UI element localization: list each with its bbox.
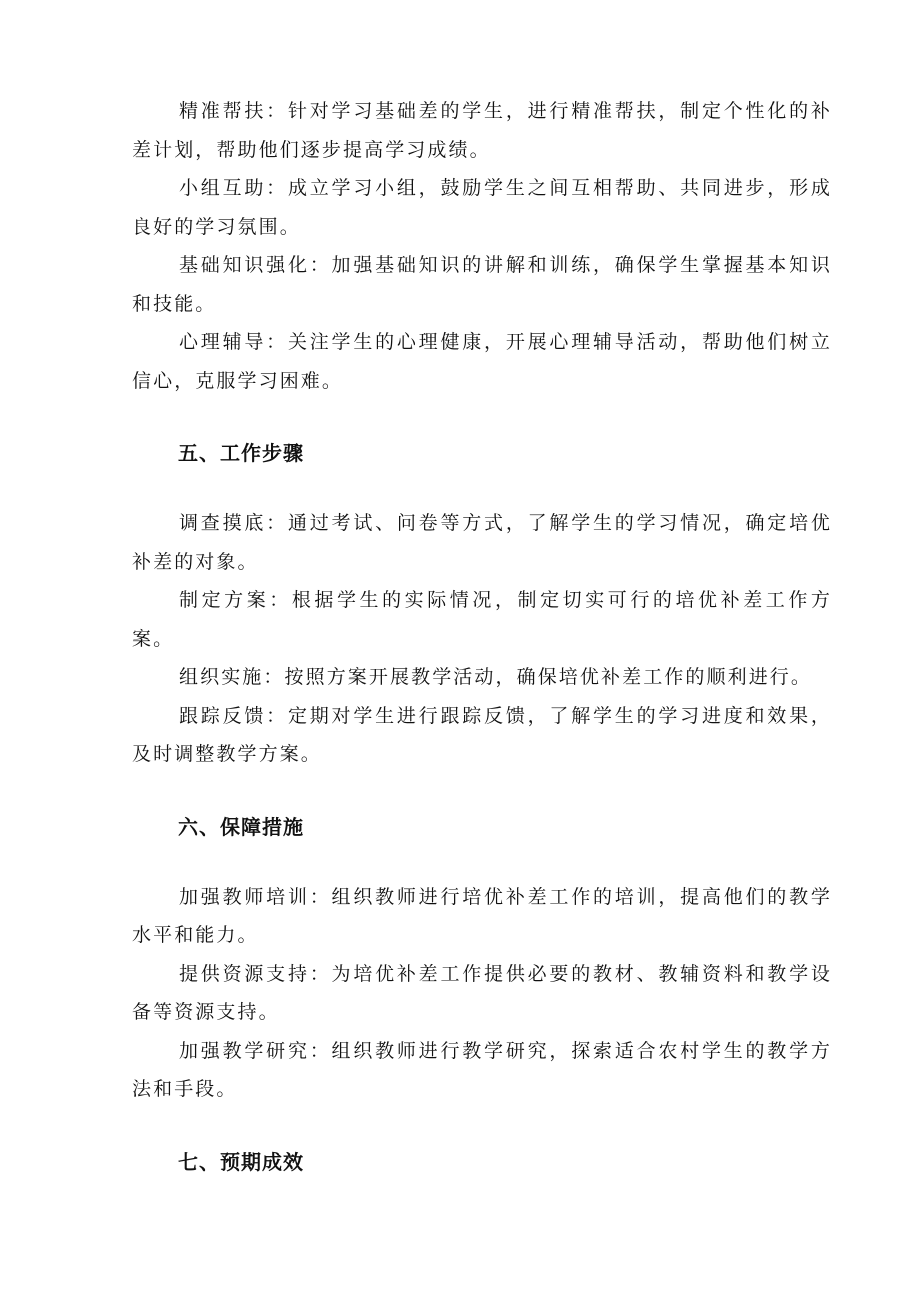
safeguards-section	[132, 878, 832, 1109]
section-heading-expected-results: 七、预期成效	[178, 1149, 304, 1174]
work-steps-section	[132, 504, 832, 774]
paragraph-resource-support: 提供资源支持：为培优补差工作提供必要的教材、教辅资料和教学设备等资源支持。	[132, 962, 832, 1023]
spacer	[132, 846, 832, 878]
paragraph-implement: 组织实施：按照方案开展教学活动，确保培优补差工作的顺利进行。	[179, 666, 813, 688]
paragraph-basic-knowledge: 基础知识强化：加强基础知识的讲解和训练，确保学生掌握基本知识和技能。	[132, 254, 832, 315]
paragraph-feedback: 跟踪反馈：定期对学生进行跟踪反馈，了解学生的学习进度和效果，及时调整教学方案。	[132, 704, 832, 765]
spacer	[132, 774, 832, 808]
paragraph-make-plan: 制定方案：根据学生的实际情况，制定切实可行的培优补差工作方案。	[132, 589, 832, 650]
spacer	[132, 472, 832, 504]
paragraph-survey: 调查摸底：通过考试、问卷等方式，了解学生的学习情况，确定培优补差的对象。	[132, 512, 832, 573]
paragraph-teacher-training: 加强教师培训：组织教师进行培优补差工作的培训，提高他们的教学水平和能力。	[132, 885, 832, 946]
paragraph-group-help: 小组互助：成立学习小组，鼓励学生之间互相帮助、共同进步，形成良好的学习氛围。	[132, 177, 832, 238]
spacer	[132, 400, 832, 434]
spacer	[132, 1109, 832, 1143]
section-heading-work-steps: 五、工作步骤	[178, 441, 304, 465]
document-page	[132, 92, 832, 1181]
paragraph-psych-counsel: 心理辅导：关注学生的心理健康，开展心理辅导活动，帮助他们树立信心，克服学习困难。	[132, 331, 832, 392]
paragraph-precise-help: 精准帮扶：针对学习基础差的学生，进行精准帮扶，制定个性化的补差计划，帮助他们逐步提高学习成绩。	[132, 100, 832, 161]
section-heading-safeguards: 六、保障措施	[178, 814, 304, 839]
paragraph-teaching-research: 加强教学研究：组织教师进行教学研究，探索适合农村学生的教学方法和手段。	[132, 1039, 832, 1100]
measures-section	[132, 92, 832, 400]
